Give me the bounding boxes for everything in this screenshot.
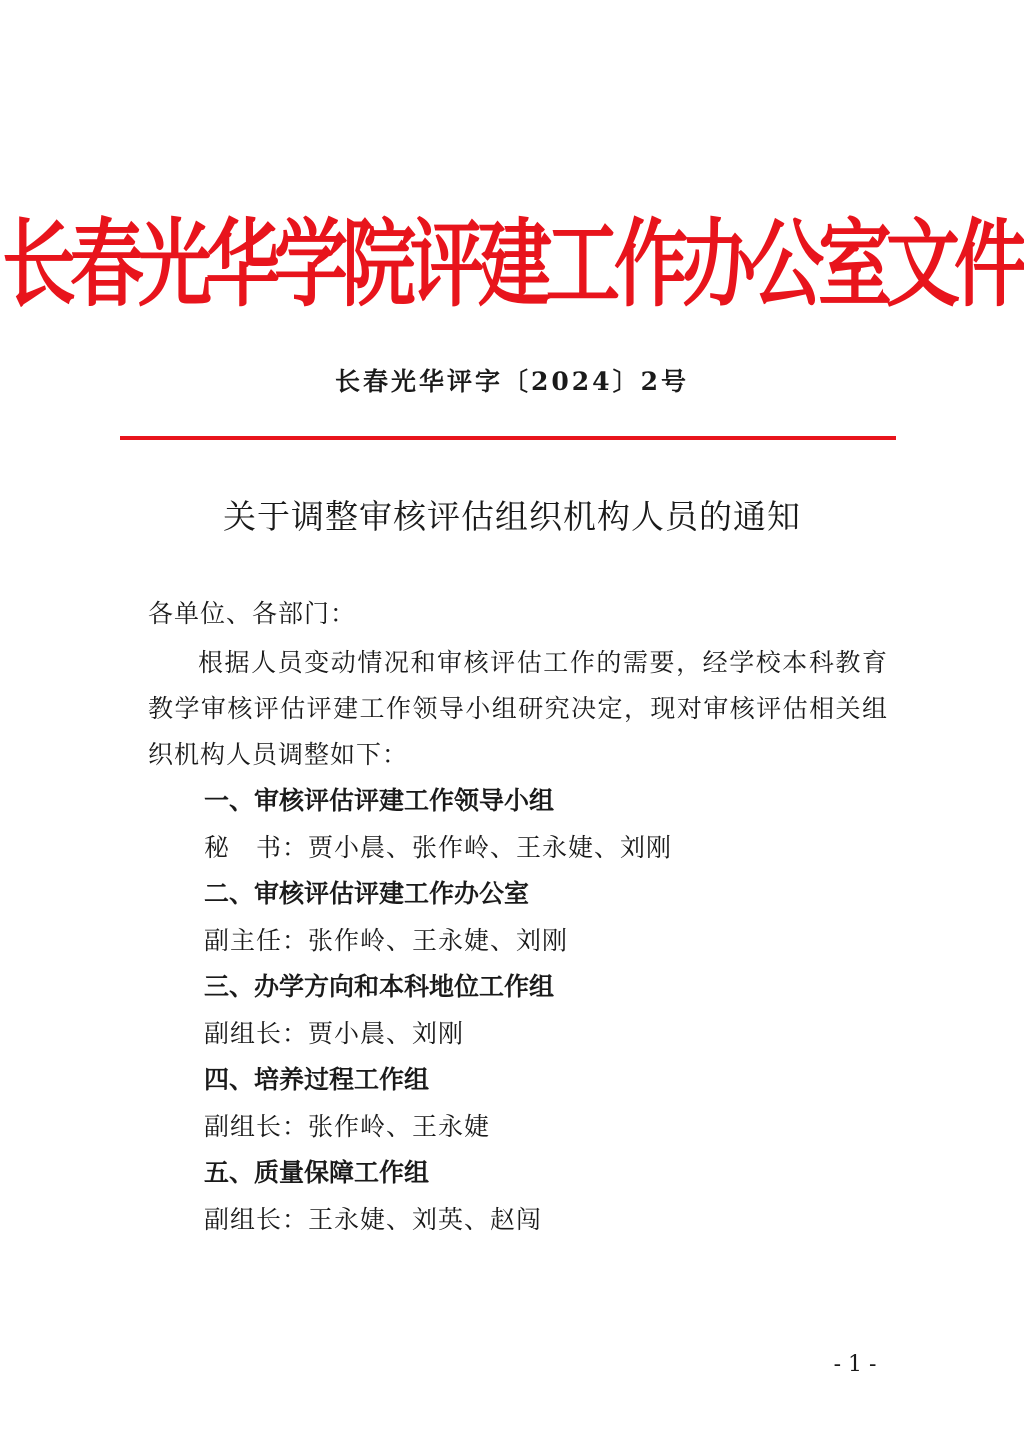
masthead-title: 长春光华学院评建工作办公室文件: [2, 209, 1022, 320]
section-members: 副组长：贾小晨、刘刚: [204, 1019, 465, 1048]
red-divider: [120, 436, 896, 440]
salutation: 各单位、各部门：: [148, 599, 357, 628]
document-number: 长春光华评字〔2024〕2号: [335, 367, 689, 396]
section-members: 副主任：张作岭、王永婕、刘刚: [204, 926, 569, 955]
section-quality-group: [204, 1150, 894, 1243]
section-heading: 四、培养过程工作组: [204, 1065, 430, 1094]
notice-title: 关于调整审核评估组织机构人员的通知: [223, 497, 801, 536]
intro-paragraph: 根据人员变动情况和审核评估工作的需要，经学校本科教育教学审核评估评建工作领导小组研究决定，现对审核评估相关组织机构人员调整如下：: [148, 648, 888, 769]
section-heading: 五、质量保障工作组: [204, 1158, 430, 1187]
section-members: 副组长：王永婕、刘英、赵闯: [204, 1205, 543, 1234]
section-leadership-group: [204, 778, 894, 871]
section-members: 秘 书：贾小晨、张作岭、王永婕、刘刚: [204, 833, 673, 862]
section-members: 副组长：张作岭、王永婕: [204, 1112, 491, 1141]
section-training-group: [204, 1057, 894, 1150]
section-heading: 二、审核评估评建工作办公室: [204, 879, 530, 908]
section-direction-group: [204, 964, 894, 1057]
sections-list: [204, 778, 894, 1243]
section-office: [204, 871, 894, 964]
page-number: - 1 -: [833, 1352, 877, 1377]
section-heading: 一、审核评估评建工作领导小组: [204, 786, 555, 815]
section-heading: 三、办学方向和本科地位工作组: [204, 972, 555, 1001]
